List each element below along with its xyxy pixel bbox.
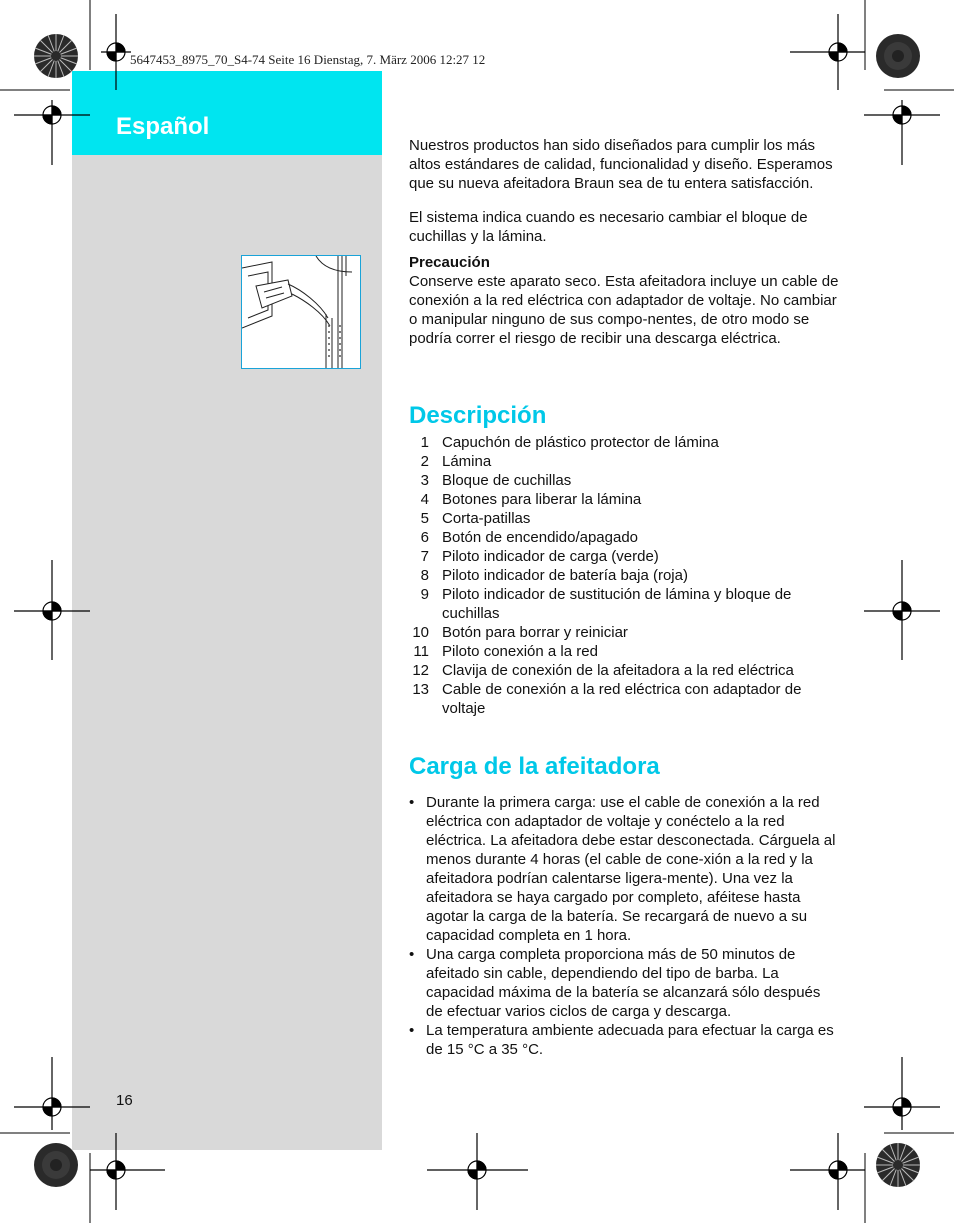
crosshair-mark	[864, 1057, 940, 1130]
list-item: 9 Piloto indicador de sustitución de lámina y bloque de cuchillas	[420, 586, 792, 622]
list-item: 3 Bloque de cuchillas	[420, 472, 572, 489]
crosshair-mark	[14, 100, 90, 165]
crosshair-mark	[14, 560, 90, 660]
list-item: 4 Botones para liberar la lámina	[420, 491, 642, 508]
intro-paragraph: El sistema indica cuando es necesario cambiar el bloque de cuchillas y la lámina.	[409, 209, 808, 245]
crosshair-mark	[790, 1133, 865, 1210]
list-item: 2 Lámina	[420, 453, 492, 470]
list-item: • Una carga completa proporciona más de 50 minutos de afeitado sin cable, dependiendo del tipo de barba. La capacidad máxima de la batería se alcanzará sólo después de efectuar varios ciclos de carga y descarga.	[409, 946, 821, 1020]
list-item: 12 Clavija de conexión de la afeitadora a la red eléctrica	[412, 662, 794, 679]
crosshair-mark	[90, 1133, 165, 1210]
crosshair-mark	[864, 560, 940, 660]
description-heading: Descripción	[409, 402, 547, 429]
list-item: 13 Cable de conexión a la red eléctrica con adaptador de voltaje	[412, 681, 802, 717]
list-item: 10 Botón para borrar y reiniciar	[412, 624, 628, 641]
caution-title: Precaución	[409, 254, 490, 271]
color-rosette-mark	[34, 34, 78, 78]
list-item: 11 Piloto conexión a la red	[413, 643, 598, 660]
list-item: • Durante la primera carga: use el cable de conexión a la red eléctrica con adaptador de voltaje y conéctelo a la red eléctrica. La afeitadora debe estar desconectada. Cárguela al menos durante 4 horas (el cable de cone-xión a la red y la afeitadora podrían calentarse ligera-mente). Una vez la afeitadora se haya cargado por completo, aféitese hasta agotar la carga de la batería. Se recargará de nuevo a su capacidad completa en 1 hora.	[409, 794, 836, 944]
page-number: 16	[116, 1092, 133, 1109]
crosshair-mark	[101, 14, 131, 90]
list-item: • La temperatura ambiente adecuada para efectuar la carga es de 15 °C a 35 °C.	[409, 1022, 834, 1058]
list-item: 6 Botón de encendido/apagado	[420, 529, 639, 546]
intro-paragraph: Nuestros productos han sido diseñados para cumplir los más altos estándares de calidad, funcionalidad y diseño. Esperamos que su nueva afeitadora Braun sea de tu entera satisfacción.	[409, 137, 833, 192]
charging-heading: Carga de la afeitadora	[409, 753, 660, 780]
list-item: 1 Capuchón de plástico protector de lámina	[420, 434, 719, 451]
crosshair-mark	[427, 1133, 528, 1210]
crosshair-mark	[864, 100, 940, 165]
color-rosette-mark	[876, 34, 920, 78]
caution-text: Conserve este aparato seco. Esta afeitadora incluye un cable de conexión a la red eléctrica con adaptador de voltaje. No cambiar o manipular ninguno de sus compo-nentes, de otro modo se podría correr el riesgo de recibir una descarga eléctrica.	[409, 273, 839, 347]
crosshair-mark	[14, 1057, 90, 1130]
color-rosette-mark	[34, 1143, 78, 1187]
list-item: 8 Piloto indicador de batería baja (roja)	[420, 567, 688, 584]
language-title: Español	[116, 113, 210, 140]
list-item: 7 Piloto indicador de carga (verde)	[420, 548, 659, 565]
list-item: 5 Corta-patillas	[420, 510, 531, 527]
print-slug: 5647453_8975_70_S4-74 Seite 16 Dienstag, 7. März 2006 12:27 12	[130, 52, 486, 67]
crosshair-mark	[790, 14, 865, 90]
color-rosette-mark	[876, 1143, 920, 1187]
